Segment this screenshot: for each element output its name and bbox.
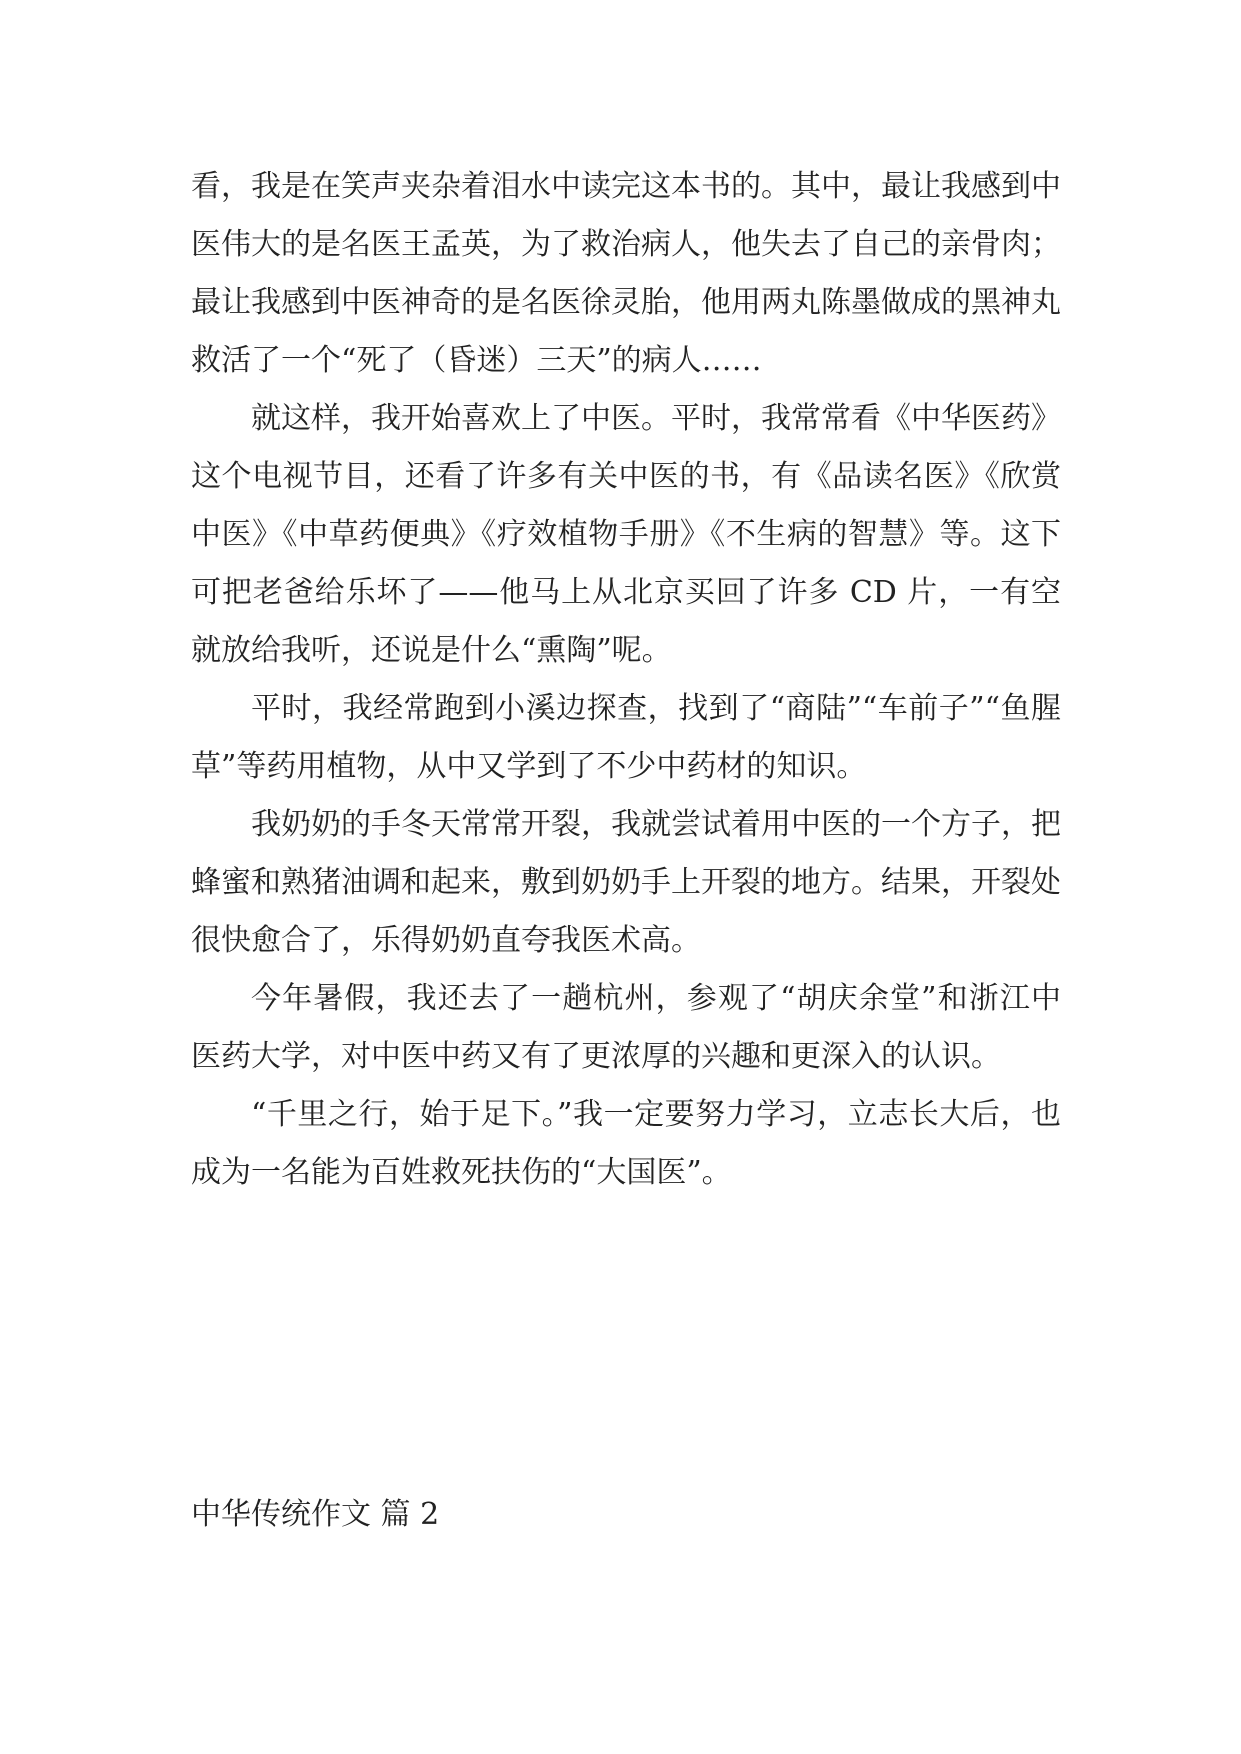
section-title: 中华传统作文 篇 2 <box>191 1497 440 1532</box>
paragraph-4: 我奶奶的手冬天常常开裂，我就尝试着用中医的一个方子，把蜂蜜和熟猪油调和起来，敷到奶奶手上开裂的地方。结果，开裂处很快愈合了，乐得奶奶直夸我医术高。 <box>191 807 1061 958</box>
paragraph-2: 就这样，我开始喜欢上了中医。平时，我常常看《中华医药》这个电视节目，还看了许多有关中医的书，有《品读名医》《欣赏中医》《中草药便典》《疗效植物手册》《不生病的智慧》等。这下可把老爸给乐坏了——他马上从北京买回了许多 CD 片，一有空就放给我听，还说是什么“熏陶”呢。 <box>191 401 1061 668</box>
paragraph-3: 平时，我经常跑到小溪边探查，找到了“商陆”“车前子”“鱼腥草”等药用植物，从中又学到了不少中药材的知识。 <box>191 691 1061 784</box>
paragraph-1: 看，我是在笑声夹杂着泪水中读完这本书的。其中，最让我感到中医伟大的是名医王孟英，为了救治病人，他失去了自己的亲骨肉；最让我感到中医神奇的是名医徐灵胎，他用两丸陈墨做成的黑神丸救活了一个“死了（昏迷）三天”的病人…… <box>191 169 1061 378</box>
paragraph-5: 今年暑假，我还去了一趟杭州，参观了“胡庆余堂”和浙江中医药大学，对中医中药又有了更浓厚的兴趣和更深入的认识。 <box>191 981 1061 1074</box>
paragraph-6: “千里之行，始于足下。”我一定要努力学习，立志长大后，也成为一名能为百姓救死扶伤的“大国医”。 <box>191 1097 1061 1190</box>
article-body <box>191 158 1061 1202</box>
